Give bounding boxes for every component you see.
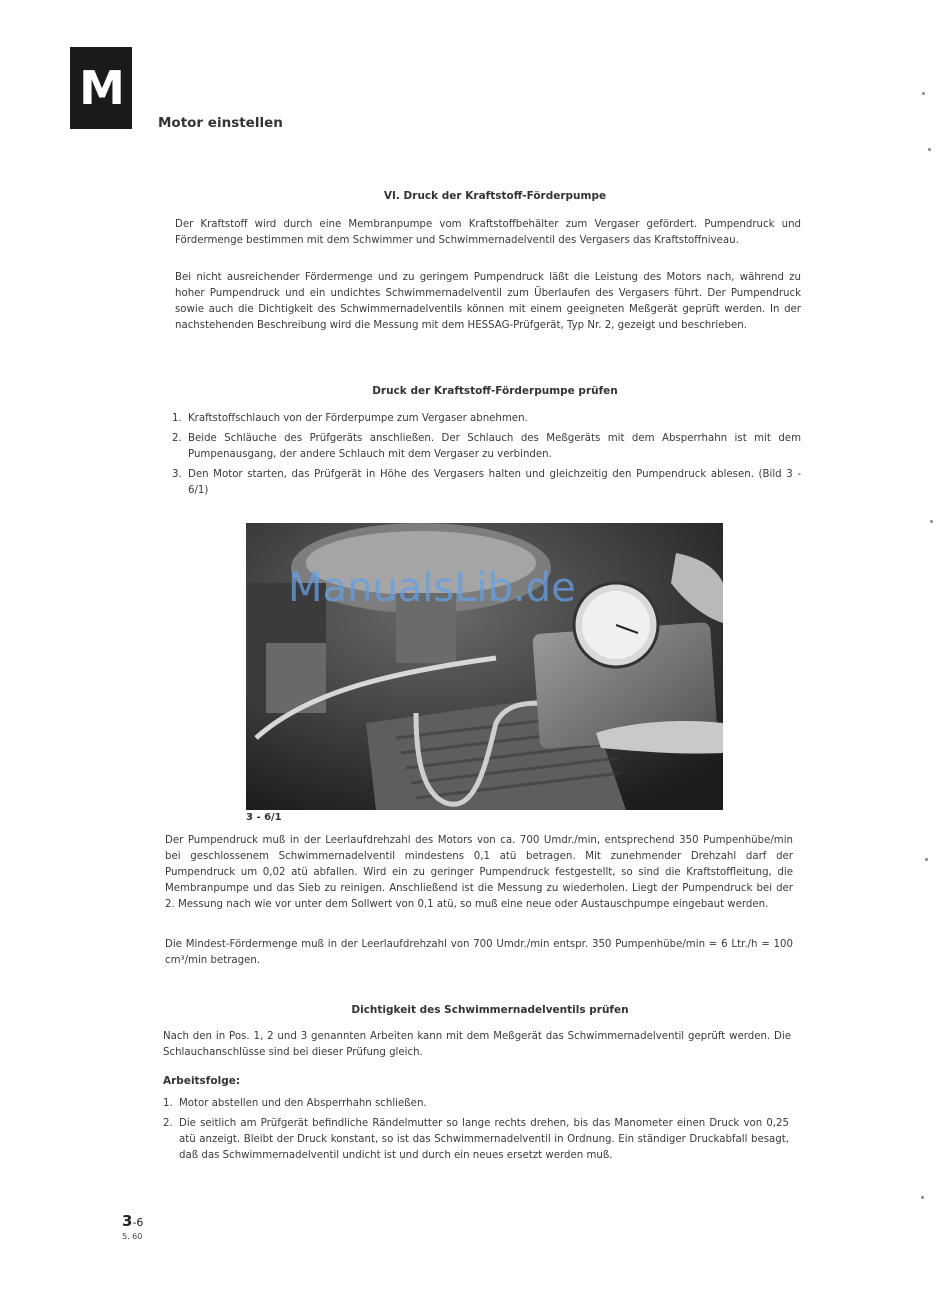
section-title: Motor einstellen [158,115,283,131]
watermark: ManualsLib.de [288,565,576,611]
heading-float-valve: Dichtigkeit des Schwimmernadelventils prüfen [351,1004,629,1016]
list-item: 1. Kraftstoffschlauch von der Förderpumpe zum Vergaser abnehmen. [172,413,528,424]
heading-pump-pressure: VI. Druck der Kraftstoff-Förderpumpe [383,190,607,202]
paragraph-causes: Bei nicht ausreichender Fördermenge und zu geringem Pumpendruck läßt die Leistung des Motors nach, während zu hoher Pumpendruck und ein undichtes Schwimmernadelventil zum Überlaufen des Vergasers führt. Der Pumpendruck sowie auch die Dichtigkeit des Schwimmernadelventils können mit einem geeigneten Meßgerät geprüft werden. In der nachstehenden Beschreibung wird die Messung mit dem HESSAG-Prüfgerät, Typ Nr. 2, gezeigt und beschrieben. [175,272,801,331]
chapter-letter: M [79,61,123,115]
list-item: 1. Motor abstellen und den Absperrhahn schließen. [163,1098,427,1109]
paragraph-min-delivery: Die Mindest-Fördermenge muß in der Leerlaufdrehzahl von 700 Umdr./min entspr. 350 Pumpenhübe/min = 6 Ltr./h = 100 cm³/min betragen. [165,939,793,966]
procedure-subheading: Arbeitsfolge: [163,1075,241,1087]
steps-list-pressure [172,411,801,503]
scan-speck [921,1196,924,1199]
list-item: 3. Den Motor starten, das Prüfgerät in Höhe des Vergasers halten und gleichzeitig den Pumpendruck ablesen. (Bild 3 - 6/1) [172,469,801,496]
paragraph-pressure-spec: Der Pumpendruck muß in der Leerlaufdrehzahl des Motors von ca. 700 Umdr./min, entsprechend 350 Pumpenhübe/min bei geschlossenem Schwimmernadelventil mindestens 0,1 atü betragen. Mit zunehmender Drehzahl darf der Pumpendruck um 0,02 atü abfallen. Wird ein zu geringer Pumpendruck festgestellt, so sind die Kraftstoffleitung, die Membranpumpe und das Sieb zu reinigen. Anschließend ist die Messung zu wiederholen. Liegt der Pumpendruck bei der 2. Messung nach wie vor unter dem Sollwert von 0,1 atü, so muß eine neue oder Austauschpumpe eingebaut werden. [165,835,793,910]
list-item: 2. Beide Schläuche des Prüfgeräts anschließen. Der Schlauch des Meßgeräts mit dem Absperrhahn ist mit dem Pumpenausgang, der andere Schlauch mit dem Vergaser zu verbinden. [172,433,801,460]
paragraph-valve-intro: Nach den in Pos. 1, 2 und 3 genannten Arbeiten kann mit dem Meßgerät das Schwimmernadelventil geprüft werden. Die Schlauchanschlüsse sind bei dieser Prüfung gleich. [163,1031,791,1058]
heading-check-pressure: Druck der Kraftstoff-Förderpumpe prüfen [372,385,618,397]
print-date: 5. 60 [122,1232,143,1241]
scan-speck [922,92,925,95]
scan-speck [925,858,928,861]
scan-speck [928,148,931,151]
page-number: 3-6 [122,1212,144,1230]
figure-caption: 3 - 6/1 [246,812,282,823]
steps-list-valve [163,1096,789,1168]
list-item: 2. Die seitlich am Prüfgerät befindliche Rändelmutter so lange rechts drehen, bis das Manometer einen Druck von 0,25 atü anzeigt. Bleibt der Druck konstant, so ist das Schwimmernadelventil in Ordnung. Ein ständiger Druckabfall besagt, daß das Schwimmernadelventil undicht ist und durch ein neues ersetzt werden muß. [163,1118,789,1161]
scan-speck [930,520,933,523]
chapter-marker [70,47,132,129]
paragraph-intro: Der Kraftstoff wird durch eine Membranpumpe vom Kraftstoffbehälter zum Vergaser gefördert. Pumpendruck und Fördermenge bestimmen mit dem Schwimmer und Schwimmernadelventil des Vergasers das Kraftstoffniveau. [175,219,801,246]
